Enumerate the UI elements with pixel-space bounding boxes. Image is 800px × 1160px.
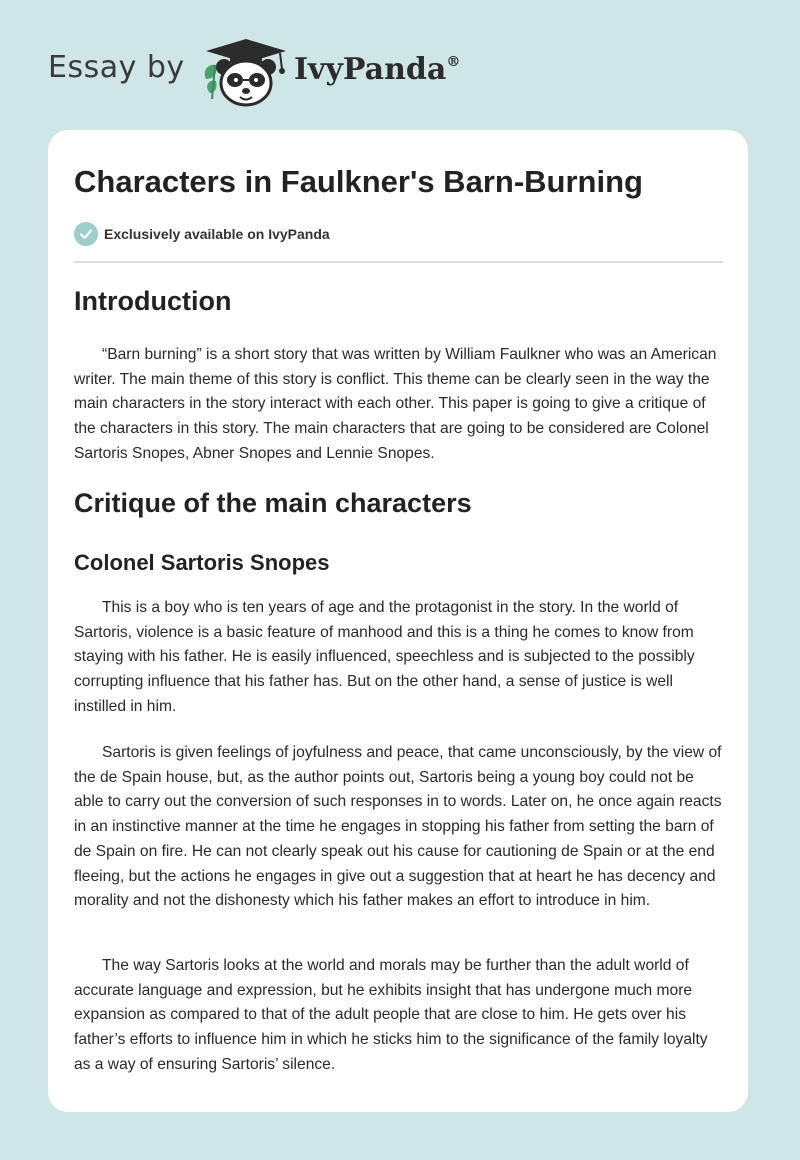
section-heading-critique: Critique of the main characters	[74, 488, 472, 518]
paragraph: This is a boy who is ten years of age and the protagonist in the story. In the world of Sartoris, violence is a basic feature of manhood and this is a thing he comes to know from staying with his father. He is easily influenced, speechless and is subjected to the possibly corrupting influence that his father has. But on the other hand, a sense of justice is well instilled in him.	[74, 599, 695, 715]
site-header	[0, 0, 800, 130]
brand-prefix: Essay by	[48, 50, 185, 85]
paragraph: Sartoris is given feelings of joyfulness and peace, that came unconsciously, by the view of the de Spain house, but, as the author points out, Sartoris being a young boy could not be able to carry out the conversion of such responses in to words. Later on, he once again reacts in an instinctive manner at the time he engages in stopping his father from setting the barn of de Spain on fire. He can not clearly speak out his cause for cautioning de Spain or at the end fleeing, but the actions he engages in give out a suggestion that at heart he has decency and morality and not the dishonesty which his father makes an effort to introduce in him.	[74, 744, 722, 910]
section-heading-introduction: Introduction	[74, 286, 232, 316]
title-divider	[74, 261, 723, 263]
badge-label: Exclusively available on IvyPanda	[104, 226, 330, 242]
check-circle-icon	[74, 222, 98, 246]
brand-name[interactable]: IvyPanda®	[294, 52, 461, 87]
exclusive-badge	[74, 222, 330, 246]
subsection-heading-sartoris: Colonel Sartoris Snopes	[74, 550, 330, 575]
paragraph: “Barn burning” is a short story that was written by William Faulkner who was an American writer. The main theme of this story is conflict. This theme can be clearly seen in the way the main characters in the story interact with each other. This paper is going to give a critique of the characters in this story. The main characters that are going to be considered are Colonel Sartoris Snopes, Abner Snopes and Lennie Snopes.	[74, 346, 717, 462]
registered-mark: ®	[446, 54, 461, 70]
paragraph: The way Sartoris looks at the world and morals may be further than the adult world of accurate language and expression, but he exhibits insight that has undergone much more expansion as compared to that of the adult people that are close to him. He gets over his father’s efforts to influence him in which he sticks him to the significance of the family loyalty as a way of ensuring Sartoris’ silence.	[74, 957, 708, 1073]
page-title: Characters in Faulkner's Barn-Burning	[74, 164, 643, 199]
panda-graduate-icon[interactable]	[200, 35, 292, 109]
essay-card	[48, 130, 748, 1112]
